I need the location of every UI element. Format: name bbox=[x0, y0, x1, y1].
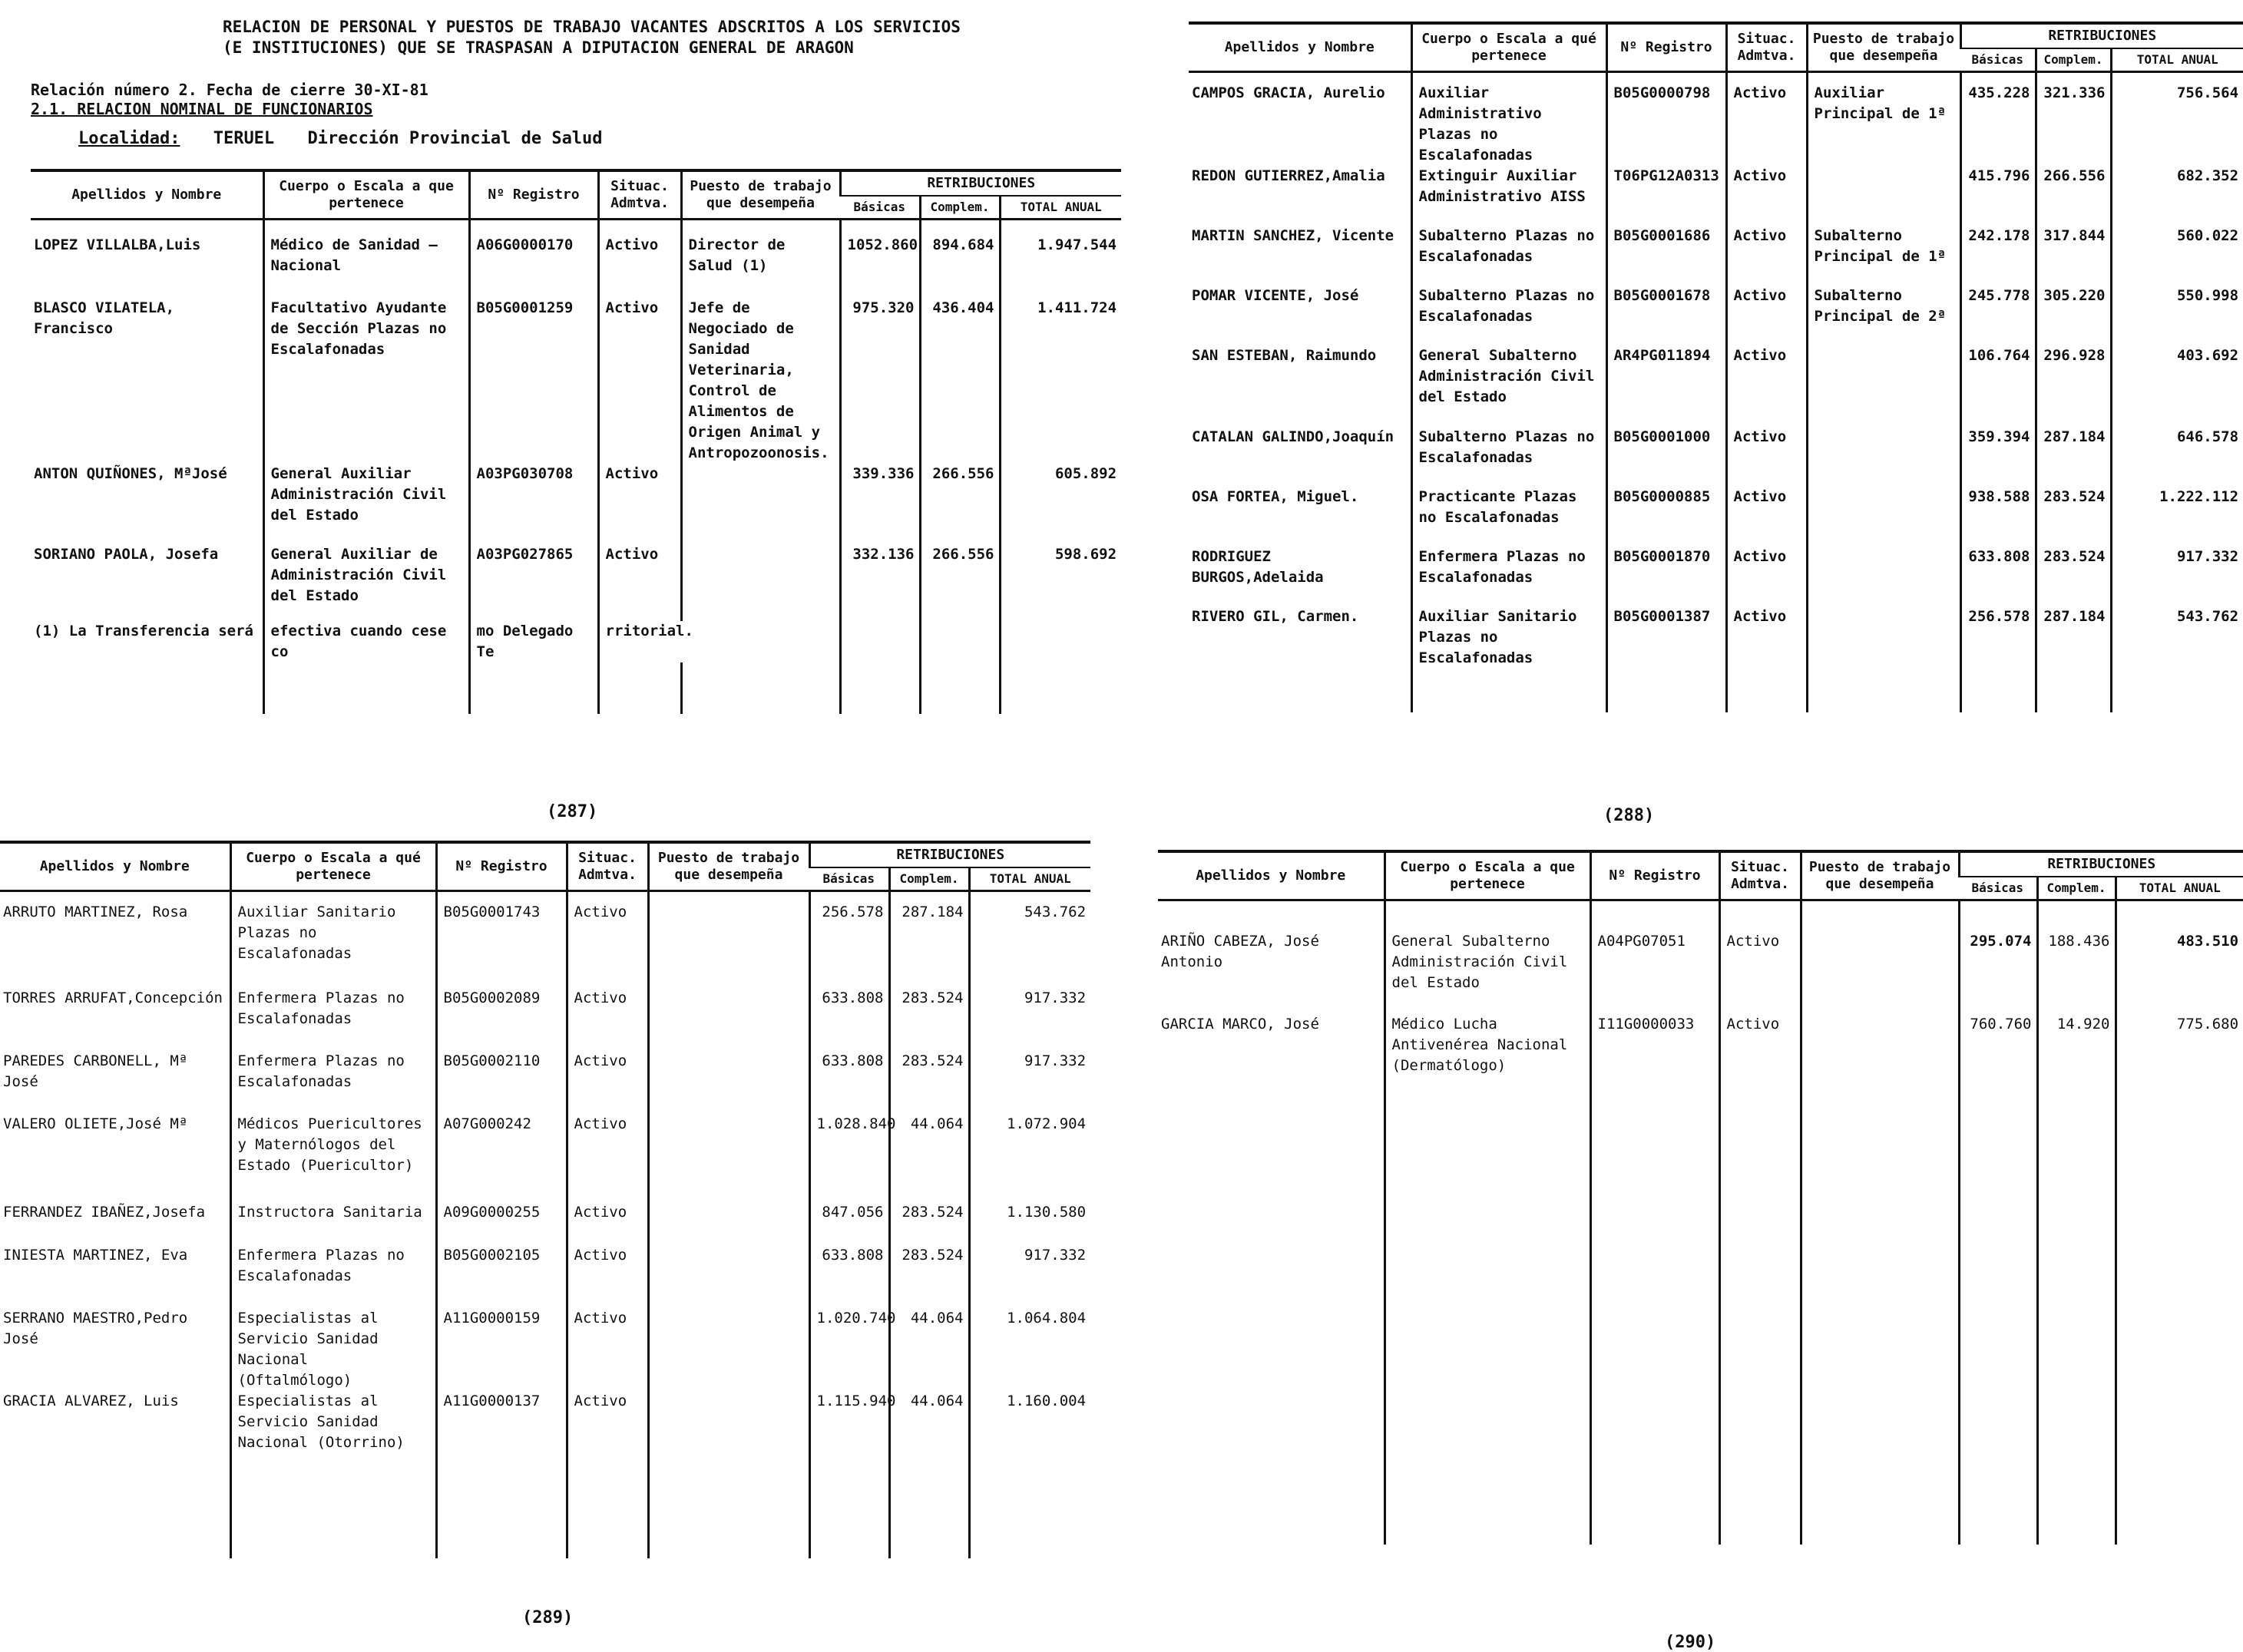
cell-puesto bbox=[648, 1391, 809, 1468]
cell-situacion: Activo bbox=[598, 298, 681, 464]
col-name-header: Apellidos y Nombre bbox=[1158, 851, 1385, 900]
cell-situacion: Activo bbox=[567, 1114, 648, 1202]
col-basicas-header: Básicas bbox=[1960, 48, 2036, 72]
col-complem-header: Complem. bbox=[2037, 877, 2116, 900]
cell-puesto bbox=[1807, 487, 1960, 547]
col-retribuciones-header: RETRIBUCIONES bbox=[840, 170, 1121, 196]
col-puesto-header: Puesto de trabajo que desempeña bbox=[1801, 851, 1959, 900]
cell-cuerpo: Enfermera Plazas no Escalafonadas bbox=[230, 988, 436, 1051]
cell-name: TORRES ARRUFAT,Concepción bbox=[3, 989, 223, 1006]
cell-puesto bbox=[681, 544, 840, 621]
cell-cuerpo: Subalterno Plazas no Escalafonadas bbox=[1411, 226, 1606, 286]
cell-cuerpo: Médico Lucha Antivenérea Nacional (Dermatólogo) bbox=[1385, 1014, 1590, 1091]
cell-cuerpo: Enfermera Plazas no Escalafonadas bbox=[230, 1051, 436, 1114]
document-title bbox=[223, 17, 961, 58]
cell-name: OSA FORTEA, Miguel. bbox=[1192, 487, 1359, 505]
col-cuerpo-header: Cuerpo o Escala a que pertenece bbox=[1385, 851, 1590, 900]
cell-complem: 296.928 bbox=[2036, 345, 2111, 427]
cell-cuerpo: Auxiliar Sanitario Plazas no Escalafonadas bbox=[230, 902, 436, 988]
col-situac-header: Situac. Admtva. bbox=[598, 170, 681, 220]
cell-registro: A07G000242 bbox=[436, 1114, 567, 1202]
cell-name: ARRUTO MARTINEZ, Rosa bbox=[3, 903, 188, 920]
cell-situacion: Activo bbox=[1726, 345, 1807, 427]
cell-basicas: 847.056 bbox=[809, 1202, 889, 1245]
cell-complem: 287.184 bbox=[2036, 427, 2111, 487]
cell-basicas: 1.028.840 bbox=[809, 1114, 889, 1202]
cell-registro: A03PG030708 bbox=[469, 464, 598, 544]
col-total-header: TOTAL ANUAL bbox=[1000, 196, 1121, 220]
cell-cuerpo: Enfermera Plazas no Escalafonadas bbox=[1411, 547, 1606, 606]
cell-situacion: Activo bbox=[567, 902, 648, 988]
cell-total: 917.332 bbox=[2111, 547, 2243, 606]
cell-situacion: Activo bbox=[1719, 931, 1801, 1014]
cell-basicas: 359.394 bbox=[1960, 427, 2036, 487]
col-total-header: TOTAL ANUAL bbox=[2116, 877, 2243, 900]
cell-registro: B05G0000798 bbox=[1606, 83, 1726, 166]
cell-cuerpo: Facultativo Ayudante de Sección Plazas no Escalafonadas bbox=[263, 298, 469, 464]
table-row bbox=[0, 1202, 1090, 1245]
cell-registro: AR4PG011894 bbox=[1606, 345, 1726, 427]
cell-name: GARCIA MARCO, José bbox=[1161, 1015, 1319, 1032]
cell-total: 543.762 bbox=[969, 902, 1090, 988]
cell-situacion: Activo bbox=[1726, 547, 1807, 606]
cell-puesto bbox=[648, 1114, 809, 1202]
cell-cuerpo: General Auxiliar de Administración Civil del Estado bbox=[263, 544, 469, 621]
col-retribuciones-header: RETRIBUCIONES bbox=[809, 842, 1090, 867]
cell-cuerpo: Médico de Sanidad — Nacional bbox=[263, 235, 469, 298]
cell-total: 543.762 bbox=[2111, 606, 2243, 683]
cell-basicas: 760.760 bbox=[1959, 1014, 2037, 1091]
cell-total: 550.998 bbox=[2111, 286, 2243, 345]
cell-complem: 321.336 bbox=[2036, 83, 2111, 166]
cell-name: ANTON QUIÑONES, MªJosé bbox=[34, 464, 227, 482]
cell-complem: 44.064 bbox=[889, 1308, 969, 1391]
table-row bbox=[31, 464, 1121, 544]
page-288 bbox=[1189, 8, 2243, 837]
cell-basicas: 938.588 bbox=[1960, 487, 2036, 547]
cell-registro: B05G0002110 bbox=[436, 1051, 567, 1114]
footnote: rritorial. bbox=[598, 621, 840, 662]
cell-complem: 317.844 bbox=[2036, 226, 2111, 286]
col-puesto-header: Puesto de trabajo que desempeña bbox=[1807, 23, 1960, 72]
title-line-2: (E INSTITUCIONES) QUE SE TRASPASAN A DIPUTACION GENERAL DE ARAGON bbox=[223, 38, 854, 57]
cell-registro: B05G0001387 bbox=[1606, 606, 1726, 683]
cell-total: 1.130.580 bbox=[969, 1202, 1090, 1245]
cell-registro: A09G0000255 bbox=[436, 1202, 567, 1245]
cell-puesto: Jefe de Negociado de Sanidad Veterinaria, Control de Alimentos de Origen Animal y Antropozoonosis. bbox=[681, 298, 840, 464]
cell-complem: 44.064 bbox=[889, 1391, 969, 1468]
personnel-table-290 bbox=[1158, 850, 2243, 1545]
cell-total: 560.022 bbox=[2111, 226, 2243, 286]
cell-cuerpo: Instructora Sanitaria bbox=[230, 1202, 436, 1245]
cell-registro: A11G0000137 bbox=[436, 1391, 567, 1468]
table-row bbox=[31, 544, 1121, 621]
cell-basicas: 633.808 bbox=[809, 988, 889, 1051]
cell-registro: B05G0002105 bbox=[436, 1245, 567, 1308]
cell-situacion: Activo bbox=[1719, 1014, 1801, 1091]
col-situac-header: Situac. Admtva. bbox=[1719, 851, 1801, 900]
col-name-header: Apellidos y Nombre bbox=[1189, 23, 1411, 72]
cell-situacion: Activo bbox=[598, 544, 681, 621]
locality-line bbox=[78, 129, 603, 148]
page-290 bbox=[1158, 841, 2243, 1652]
table-row bbox=[0, 1114, 1090, 1202]
col-complem-header: Complem. bbox=[2036, 48, 2111, 72]
cell-cuerpo: Médicos Puericultores y Maternólogos del Estado (Puericultor) bbox=[230, 1114, 436, 1202]
footnote: mo Delegado Te bbox=[469, 621, 598, 662]
cell-registro: B05G0001743 bbox=[436, 902, 567, 988]
cell-puesto bbox=[648, 1245, 809, 1308]
cell-total: 682.352 bbox=[2111, 166, 2243, 226]
cell-total: 775.680 bbox=[2116, 1014, 2243, 1091]
cell-total: 917.332 bbox=[969, 1051, 1090, 1114]
col-registro-header: Nº Registro bbox=[1606, 23, 1726, 72]
cell-name: VALERO OLIETE,José Mª bbox=[3, 1115, 188, 1132]
cell-complem: 283.524 bbox=[889, 1202, 969, 1245]
table-row bbox=[1158, 1014, 2243, 1091]
personnel-table-289 bbox=[0, 841, 1090, 1558]
col-cuerpo-header: Cuerpo o Escala a qué pertenece bbox=[1411, 23, 1606, 72]
table-row bbox=[0, 1245, 1090, 1308]
col-situac-header: Situac. Admtva. bbox=[567, 842, 648, 891]
cell-complem: 283.524 bbox=[889, 1245, 969, 1308]
col-retribuciones-header: RETRIBUCIONES bbox=[1959, 851, 2243, 877]
cell-cuerpo: Subalterno Plazas no Escalafonadas bbox=[1411, 286, 1606, 345]
col-total-header: TOTAL ANUAL bbox=[969, 867, 1090, 891]
cell-puesto bbox=[1801, 1014, 1959, 1091]
col-basicas-header: Básicas bbox=[809, 867, 889, 891]
cell-complem: 283.524 bbox=[2036, 487, 2111, 547]
cell-name: RIVERO GIL, Carmen. bbox=[1192, 607, 1359, 625]
cell-name: BLASCO VILATELA, Francisco bbox=[34, 299, 175, 337]
cell-complem: 266.556 bbox=[2036, 166, 2111, 226]
cell-puesto: Subalterno Principal de 1ª bbox=[1807, 226, 1960, 286]
col-complem-header: Complem. bbox=[889, 867, 969, 891]
relation-info bbox=[31, 81, 428, 119]
col-retribuciones-header: RETRIBUCIONES bbox=[1960, 23, 2243, 48]
cell-situacion: Activo bbox=[598, 235, 681, 298]
cell-puesto bbox=[681, 464, 840, 544]
table-row bbox=[1189, 487, 2243, 547]
cell-registro: A03PG027865 bbox=[469, 544, 598, 621]
cell-puesto bbox=[648, 988, 809, 1051]
cell-cuerpo: Especialistas al Servicio Sanidad Nacional (Otorrino) bbox=[230, 1391, 436, 1468]
cell-basicas: 256.578 bbox=[1960, 606, 2036, 683]
direction-name: Dirección Provincial de Salud bbox=[307, 129, 603, 148]
cell-cuerpo: Enfermera Plazas no Escalafonadas bbox=[230, 1245, 436, 1308]
cell-complem: 266.556 bbox=[920, 544, 1000, 621]
cell-cuerpo: Auxiliar Administrativo Plazas no Escalafonadas bbox=[1411, 83, 1606, 166]
cell-name: LOPEZ VILLALBA,Luis bbox=[34, 236, 201, 253]
cell-name: CATALAN GALINDO,Joaquín bbox=[1192, 428, 1394, 445]
cell-name: ARIÑO CABEZA, José Antonio bbox=[1161, 932, 1319, 970]
cell-name: REDON GUTIERREZ,Amalia bbox=[1192, 167, 1385, 184]
cell-situacion: Activo bbox=[567, 1308, 648, 1391]
cell-registro: B05G0001686 bbox=[1606, 226, 1726, 286]
cell-situacion: Activo bbox=[567, 1245, 648, 1308]
cell-basicas: 633.808 bbox=[809, 1051, 889, 1114]
table-row bbox=[1158, 931, 2243, 1014]
cell-basicas: 633.808 bbox=[809, 1245, 889, 1308]
cell-registro: B05G0001870 bbox=[1606, 547, 1726, 606]
cell-puesto bbox=[1807, 345, 1960, 427]
cell-basicas: 415.796 bbox=[1960, 166, 2036, 226]
col-name-header: Apellidos y Nombre bbox=[0, 842, 230, 891]
cell-situacion: Activo bbox=[1726, 166, 1807, 226]
cell-total: 1.064.804 bbox=[969, 1308, 1090, 1391]
cell-registro: B05G0000885 bbox=[1606, 487, 1726, 547]
cell-basicas: 332.136 bbox=[840, 544, 920, 621]
cell-registro: B05G0001678 bbox=[1606, 286, 1726, 345]
cell-cuerpo: Extinguir Auxiliar Administrativo AISS bbox=[1411, 166, 1606, 226]
cell-name: FERRANDEZ IBAÑEZ,Josefa bbox=[3, 1203, 206, 1221]
cell-registro: A04PG07051 bbox=[1590, 931, 1719, 1014]
cell-total: 1.072.904 bbox=[969, 1114, 1090, 1202]
table-row bbox=[1189, 286, 2243, 345]
cell-situacion: Activo bbox=[567, 1051, 648, 1114]
page-number: (287) bbox=[547, 802, 598, 821]
cell-total: 917.332 bbox=[969, 1245, 1090, 1308]
cell-complem: 283.524 bbox=[889, 1051, 969, 1114]
cell-cuerpo: Subalterno Plazas no Escalafonadas bbox=[1411, 427, 1606, 487]
cell-puesto bbox=[1801, 931, 1959, 1014]
cell-complem: 287.184 bbox=[2036, 606, 2111, 683]
cell-complem: 266.556 bbox=[920, 464, 1000, 544]
cell-cuerpo: General Subalterno Administración Civil del Estado bbox=[1385, 931, 1590, 1014]
cell-cuerpo: General Auxiliar Administración Civil del Estado bbox=[263, 464, 469, 544]
table-row bbox=[0, 1391, 1090, 1468]
table-row bbox=[31, 235, 1121, 298]
cell-basicas: 1.020.740 bbox=[809, 1308, 889, 1391]
page-number: (289) bbox=[522, 1608, 574, 1627]
col-complem-header: Complem. bbox=[920, 196, 1000, 220]
cell-puesto bbox=[648, 1308, 809, 1391]
page-number: (288) bbox=[1603, 806, 1655, 825]
cell-situacion: Activo bbox=[1726, 606, 1807, 683]
cell-cuerpo: Especialistas al Servicio Sanidad Nacional (Oftalmólogo) bbox=[230, 1308, 436, 1391]
cell-basicas: 435.228 bbox=[1960, 83, 2036, 166]
cell-registro: I11G0000033 bbox=[1590, 1014, 1719, 1091]
cell-basicas: 339.336 bbox=[840, 464, 920, 544]
cell-total: 646.578 bbox=[2111, 427, 2243, 487]
cell-situacion: Activo bbox=[1726, 427, 1807, 487]
cell-puesto: Auxiliar Principal de 1ª bbox=[1807, 83, 1960, 166]
footnote: efectiva cuando cese co bbox=[263, 621, 469, 662]
cell-cuerpo: Practicante Plazas no Escalafonadas bbox=[1411, 487, 1606, 547]
cell-situacion: Activo bbox=[1726, 487, 1807, 547]
cell-total: 917.332 bbox=[969, 988, 1090, 1051]
cell-name: SERRANO MAESTRO,Pedro José bbox=[3, 1309, 188, 1347]
cell-cuerpo: General Subalterno Administración Civil del Estado bbox=[1411, 345, 1606, 427]
cell-total: 1.947.544 bbox=[1000, 235, 1121, 298]
cell-name: INIESTA MARTINEZ, Eva bbox=[3, 1246, 188, 1264]
col-registro-header: Nº Registro bbox=[469, 170, 598, 220]
cell-name: MARTIN SANCHEZ, Vicente bbox=[1192, 226, 1394, 244]
cell-total: 1.411.724 bbox=[1000, 298, 1121, 464]
page-287 bbox=[31, 8, 1121, 837]
cell-name: CAMPOS GRACIA, Aurelio bbox=[1192, 84, 1385, 101]
cell-complem: 188.436 bbox=[2037, 931, 2116, 1014]
cell-basicas: 256.578 bbox=[809, 902, 889, 988]
cell-puesto: Subalterno Principal de 2ª bbox=[1807, 286, 1960, 345]
relation-subtitle: 2.1. RELACION NOMINAL DE FUNCIONARIOS bbox=[31, 100, 373, 118]
locality-value: TERUEL bbox=[213, 129, 275, 148]
cell-name: POMAR VICENTE, José bbox=[1192, 286, 1359, 304]
cell-puesto bbox=[648, 1051, 809, 1114]
col-cuerpo-header: Cuerpo o Escala a que pertenece bbox=[263, 170, 469, 220]
cell-situacion: Activo bbox=[567, 1202, 648, 1245]
cell-complem: 436.404 bbox=[920, 298, 1000, 464]
cell-basicas: 975.320 bbox=[840, 298, 920, 464]
cell-complem: 305.220 bbox=[2036, 286, 2111, 345]
personnel-table-288 bbox=[1189, 21, 2243, 712]
cell-name: GRACIA ALVAREZ, Luis bbox=[3, 1392, 179, 1409]
cell-total: 403.692 bbox=[2111, 345, 2243, 427]
col-registro-header: Nº Registro bbox=[436, 842, 567, 891]
cell-puesto bbox=[1807, 606, 1960, 683]
locality-label: Localidad: bbox=[78, 129, 180, 148]
footnote: (1) La Transferencia será bbox=[34, 622, 253, 639]
table-row bbox=[1189, 427, 2243, 487]
table-row bbox=[0, 1051, 1090, 1114]
col-basicas-header: Básicas bbox=[1959, 877, 2037, 900]
cell-complem: 283.524 bbox=[2036, 547, 2111, 606]
cell-situacion: Activo bbox=[1726, 83, 1807, 166]
cell-total: 756.564 bbox=[2111, 83, 2243, 166]
cell-basicas: 245.778 bbox=[1960, 286, 2036, 345]
page-number: (290) bbox=[1665, 1633, 1716, 1652]
title-line-1: RELACION DE PERSONAL Y PUESTOS DE TRABAJO VACANTES ADSCRITOS A LOS SERVICIOS bbox=[223, 18, 961, 36]
cell-name: PAREDES CARBONELL, Mª José bbox=[3, 1052, 188, 1090]
col-registro-header: Nº Registro bbox=[1590, 851, 1719, 900]
col-puesto-header: Puesto de trabajo que desempeña bbox=[648, 842, 809, 891]
cell-registro: T06PG12A0313 bbox=[1606, 166, 1726, 226]
table-row bbox=[1189, 606, 2243, 683]
table-row bbox=[0, 902, 1090, 988]
cell-complem: 44.064 bbox=[889, 1114, 969, 1202]
table-row bbox=[1189, 226, 2243, 286]
cell-registro: B05G0002089 bbox=[436, 988, 567, 1051]
cell-puesto bbox=[1807, 166, 1960, 226]
table-row bbox=[31, 298, 1121, 464]
table-row bbox=[1189, 345, 2243, 427]
table-row bbox=[0, 1308, 1090, 1391]
cell-complem: 14.920 bbox=[2037, 1014, 2116, 1091]
cell-situacion: Activo bbox=[598, 464, 681, 544]
cell-complem: 283.524 bbox=[889, 988, 969, 1051]
cell-cuerpo: Auxiliar Sanitario Plazas no Escalafonadas bbox=[1411, 606, 1606, 683]
col-name-header: Apellidos y Nombre bbox=[31, 170, 263, 220]
cell-registro: A06G0000170 bbox=[469, 235, 598, 298]
cell-situacion: Activo bbox=[567, 1391, 648, 1468]
cell-situacion: Activo bbox=[567, 988, 648, 1051]
cell-registro: B05G0001259 bbox=[469, 298, 598, 464]
cell-puesto: Director de Salud (1) bbox=[681, 235, 840, 298]
col-puesto-header: Puesto de trabajo que desempeña bbox=[681, 170, 840, 220]
cell-registro: A11G0000159 bbox=[436, 1308, 567, 1391]
cell-basicas: 295.074 bbox=[1959, 931, 2037, 1014]
cell-complem: 287.184 bbox=[889, 902, 969, 988]
cell-puesto bbox=[1807, 427, 1960, 487]
cell-registro: B05G0001000 bbox=[1606, 427, 1726, 487]
cell-basicas: 106.764 bbox=[1960, 345, 2036, 427]
footnote-row bbox=[31, 621, 1121, 662]
cell-total: 598.692 bbox=[1000, 544, 1121, 621]
cell-basicas: 1052.860 bbox=[840, 235, 920, 298]
cell-basicas: 633.808 bbox=[1960, 547, 2036, 606]
table-row bbox=[0, 988, 1090, 1051]
cell-puesto bbox=[648, 902, 809, 988]
personnel-table-287 bbox=[31, 169, 1121, 714]
cell-complem: 894.684 bbox=[920, 235, 1000, 298]
cell-basicas: 1.115.940 bbox=[809, 1391, 889, 1468]
cell-situacion: Activo bbox=[1726, 286, 1807, 345]
table-row bbox=[1189, 83, 2243, 166]
cell-total: 1.222.112 bbox=[2111, 487, 2243, 547]
cell-total: 1.160.004 bbox=[969, 1391, 1090, 1468]
cell-name: SORIANO PAOLA, Josefa bbox=[34, 545, 219, 563]
col-basicas-header: Básicas bbox=[840, 196, 920, 220]
col-cuerpo-header: Cuerpo o Escala a qué pertenece bbox=[230, 842, 436, 891]
cell-total: 483.510 bbox=[2116, 931, 2243, 1014]
page-289 bbox=[0, 841, 1090, 1647]
cell-situacion: Activo bbox=[1726, 226, 1807, 286]
cell-name: SAN ESTEBAN, Raimundo bbox=[1192, 346, 1377, 364]
cell-name: RODRIGUEZ BURGOS,Adelaida bbox=[1192, 547, 1324, 586]
cell-basicas: 242.178 bbox=[1960, 226, 2036, 286]
cell-puesto bbox=[1807, 547, 1960, 606]
relation-number: Relación número 2. Fecha de cierre 30-XI-81 bbox=[31, 81, 428, 99]
table-row bbox=[1189, 547, 2243, 606]
table-row bbox=[1189, 166, 2243, 226]
col-situac-header: Situac. Admtva. bbox=[1726, 23, 1807, 72]
cell-puesto bbox=[648, 1202, 809, 1245]
col-total-header: TOTAL ANUAL bbox=[2111, 48, 2243, 72]
cell-total: 605.892 bbox=[1000, 464, 1121, 544]
